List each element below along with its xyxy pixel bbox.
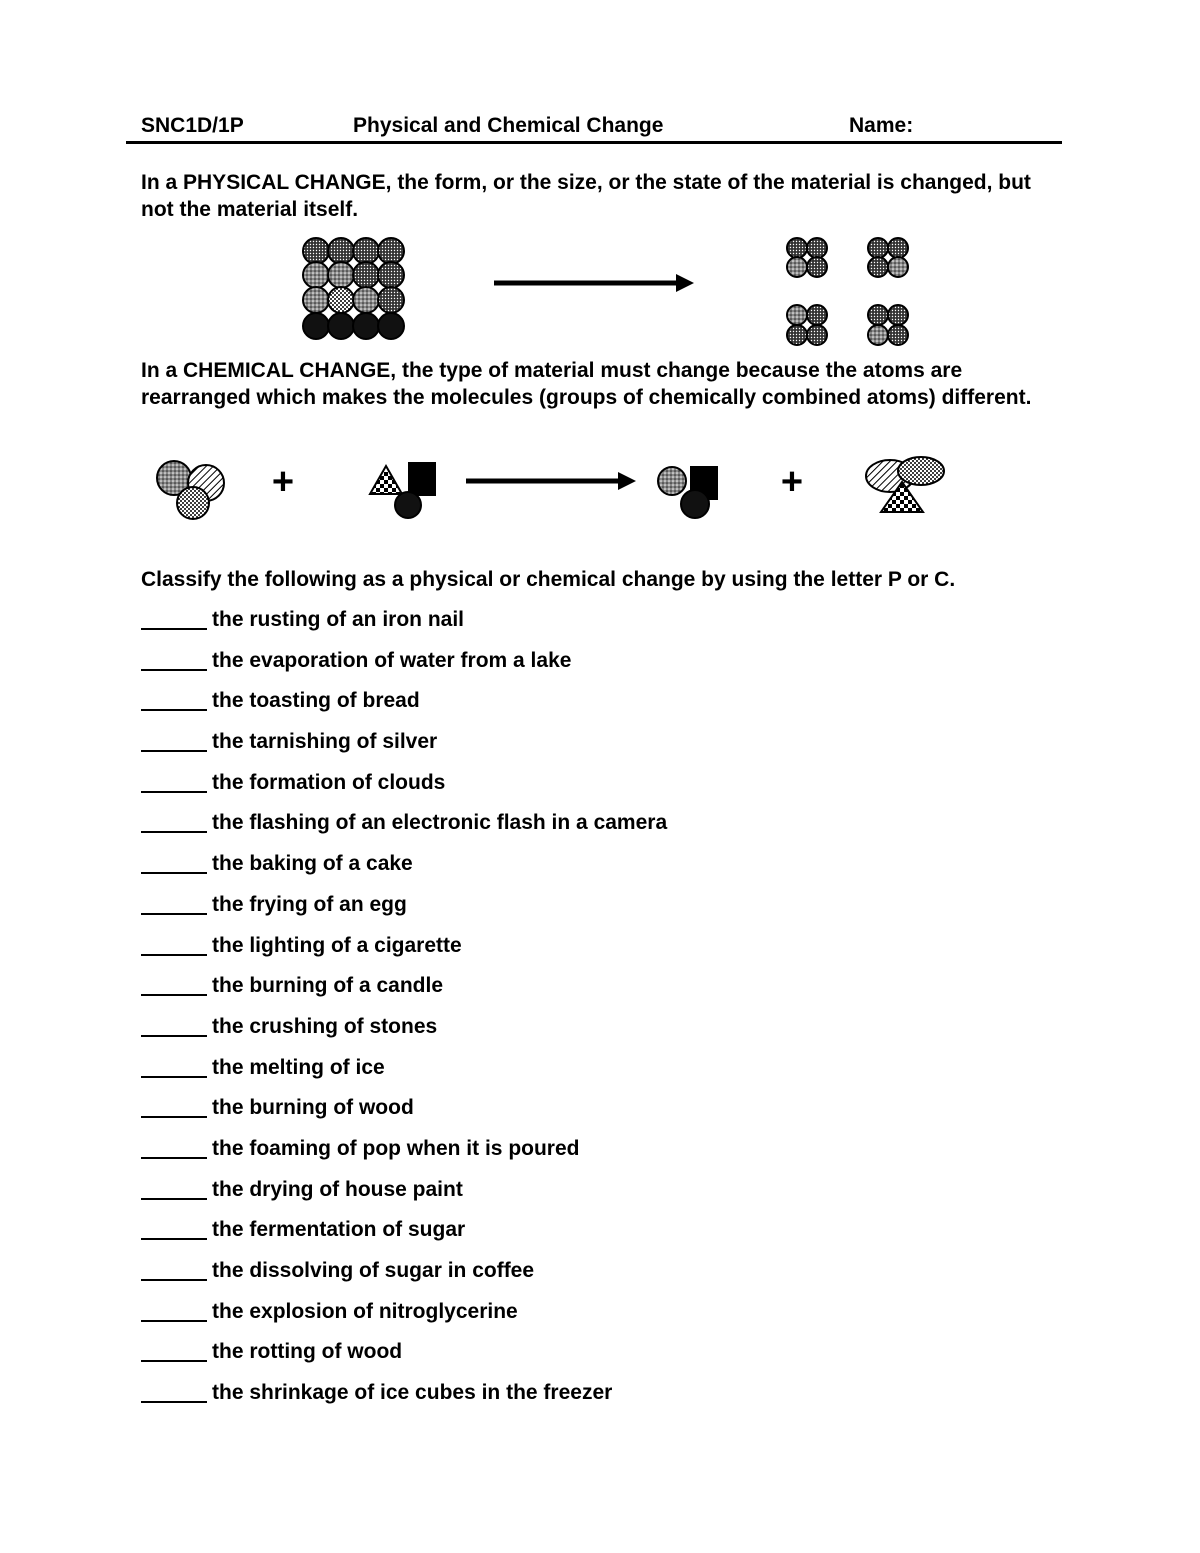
list-item <box>141 893 667 934</box>
instructions-text: Classify the following as a physical or chemical change by using the letter P or C. <box>141 568 956 591</box>
physical-arrow-icon <box>494 274 694 292</box>
list-item <box>141 689 667 730</box>
item-label: the burning of a candle <box>212 974 444 998</box>
plus-sign-1: + <box>271 461 295 503</box>
broken-pieces-icon <box>787 238 908 345</box>
answer-blank[interactable] <box>141 689 207 711</box>
answer-blank[interactable] <box>141 1015 207 1037</box>
answer-blank[interactable] <box>141 974 207 996</box>
answer-blank[interactable] <box>141 1056 207 1078</box>
answer-blank[interactable] <box>141 1300 207 1322</box>
list-item <box>141 852 667 893</box>
item-label: the dissolving of sugar in coffee <box>212 1259 535 1282</box>
item-label: the shrinkage of ice cubes in the freezer <box>212 1381 613 1405</box>
header-rule <box>126 141 1062 144</box>
list-item <box>141 1300 667 1341</box>
answer-blank[interactable] <box>141 649 207 671</box>
classification-list <box>141 608 667 1422</box>
product-molecule-a-icon <box>658 466 718 518</box>
list-item <box>141 1381 667 1422</box>
list-item <box>141 1137 667 1178</box>
chemical-change-text: In a CHEMICAL CHANGE, the type of material must change because the atoms are rearranged which makes the molecules (groups of chemically combined atoms) different. <box>141 359 1032 409</box>
item-label: the burning of wood <box>212 1096 414 1120</box>
physical-change-diagram <box>0 230 1200 355</box>
item-label: the frying of an egg <box>212 892 407 916</box>
answer-blank[interactable] <box>141 1137 207 1159</box>
item-label: the formation of clouds <box>212 770 446 794</box>
reactant-molecule-a-icon <box>157 461 224 519</box>
item-label: the rusting of an iron nail <box>212 608 464 631</box>
item-label: the drying of house paint <box>212 1177 463 1201</box>
reactant-molecule-b-icon <box>370 462 436 518</box>
list-item <box>141 608 667 649</box>
item-label: the baking of a cake <box>212 852 413 876</box>
item-label: the fermentation of sugar <box>212 1218 466 1242</box>
item-label: the crushing of stones <box>212 1014 438 1038</box>
list-item <box>141 811 667 852</box>
list-item <box>141 1340 667 1381</box>
item-label: the toasting of bread <box>212 689 420 713</box>
answer-blank[interactable] <box>141 852 207 874</box>
list-item <box>141 771 667 812</box>
item-label: the melting of ice <box>212 1055 385 1079</box>
answer-blank[interactable] <box>141 1259 207 1281</box>
answer-blank[interactable] <box>141 1381 207 1403</box>
list-item <box>141 1015 667 1056</box>
answer-blank[interactable] <box>141 1218 207 1240</box>
plus-sign-2: + <box>780 461 804 503</box>
item-label: the rotting of wood <box>212 1340 403 1364</box>
list-item <box>141 1178 667 1219</box>
answer-blank[interactable] <box>141 1096 207 1118</box>
name-label: Name: <box>849 114 914 137</box>
item-label: the lighting of a cigarette <box>212 933 462 957</box>
list-item <box>141 974 667 1015</box>
chemical-change-diagram <box>0 450 1200 525</box>
list-item <box>141 934 667 975</box>
list-item <box>141 1096 667 1137</box>
list-item <box>141 1056 667 1097</box>
list-item <box>141 1259 667 1300</box>
list-item <box>141 730 667 771</box>
item-label: the flashing of an electronic flash in a camera <box>212 811 668 835</box>
answer-blank[interactable] <box>141 608 207 630</box>
chemical-arrow-icon <box>466 472 636 490</box>
item-label: the foaming of pop when it is poured <box>212 1136 580 1160</box>
list-item <box>141 1218 667 1259</box>
answer-blank[interactable] <box>141 1178 207 1200</box>
list-item <box>141 649 667 690</box>
answer-blank[interactable] <box>141 893 207 915</box>
answer-blank[interactable] <box>141 1340 207 1362</box>
answer-blank[interactable] <box>141 730 207 752</box>
course-code: SNC1D/1P <box>141 114 244 137</box>
item-label: the tarnishing of silver <box>212 730 438 754</box>
answer-blank[interactable] <box>141 811 207 833</box>
item-label: the explosion of nitroglycerine <box>212 1299 518 1323</box>
item-label: the evaporation of water from a lake <box>212 648 572 672</box>
worksheet-title: Physical and Chemical Change <box>353 114 664 137</box>
product-molecule-b-icon <box>866 457 944 512</box>
answer-blank[interactable] <box>141 934 207 956</box>
solid-block-icon <box>303 238 404 339</box>
physical-change-text: In a PHYSICAL CHANGE, the form, or the size, or the state of the material is changed, but not the material itself. <box>141 171 1031 221</box>
answer-blank[interactable] <box>141 771 207 793</box>
